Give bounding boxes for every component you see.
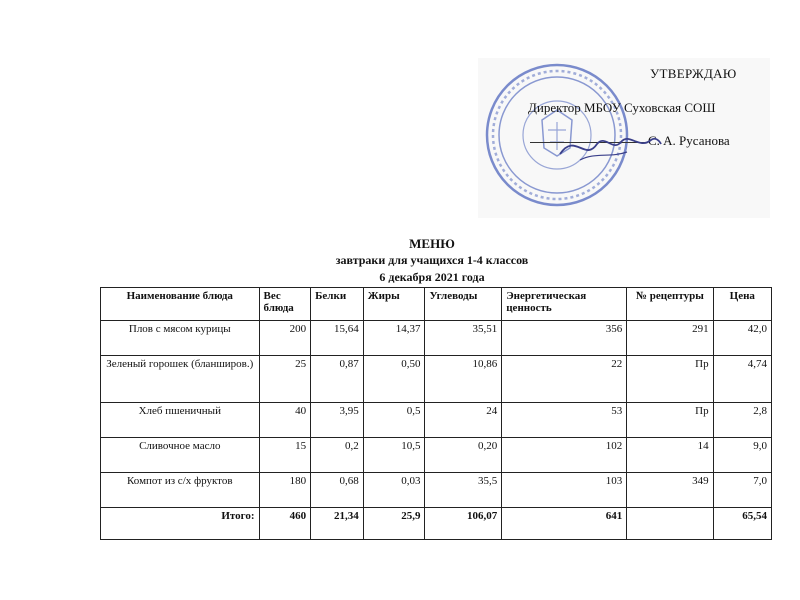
- total-proteins: 21,34: [311, 508, 364, 540]
- dish-name: Хлеб пшеничный: [101, 403, 260, 438]
- total-price: 65,54: [713, 508, 771, 540]
- dish-price: 2,8: [713, 403, 771, 438]
- dish-energy: 356: [502, 321, 627, 356]
- menu-heading: МЕНЮ: [409, 236, 455, 251]
- dish-fats: 10,5: [363, 438, 425, 473]
- dish-energy: 102: [502, 438, 627, 473]
- dish-energy: 22: [502, 356, 627, 403]
- dish-name: Сливочное масло: [101, 438, 260, 473]
- dish-recipe-number: 349: [627, 473, 713, 508]
- header-fats: Жиры: [363, 288, 425, 321]
- approve-label: УТВЕРЖДАЮ: [650, 66, 737, 81]
- total-fats: 25,9: [363, 508, 425, 540]
- handwritten-signature-icon: [555, 122, 665, 172]
- dish-weight: 40: [259, 403, 311, 438]
- menu-subtitle: завтраки для учащихся 1-4 классов: [335, 253, 529, 267]
- dish-weight: 15: [259, 438, 311, 473]
- dish-recipe-number: 291: [627, 321, 713, 356]
- dish-fats: 14,37: [363, 321, 425, 356]
- dish-carbs: 0,20: [425, 438, 502, 473]
- table-header-row: [101, 288, 772, 321]
- director-position: Директор МБОУ Суховская СОШ: [528, 100, 716, 115]
- header-price: Цена: [713, 288, 771, 321]
- table-row: [101, 438, 772, 473]
- dish-proteins: 0,87: [311, 356, 364, 403]
- dish-recipe-number: 14: [627, 438, 713, 473]
- dish-price: 42,0: [713, 321, 771, 356]
- dish-proteins: 15,64: [311, 321, 364, 356]
- header-energy: Энергетическая ценность: [502, 288, 627, 321]
- dish-price: 9,0: [713, 438, 771, 473]
- dish-fats: 0,5: [363, 403, 425, 438]
- dish-energy: 103: [502, 473, 627, 508]
- dish-carbs: 10,86: [425, 356, 502, 403]
- menu-table: [100, 287, 772, 540]
- dish-proteins: 0,2: [311, 438, 364, 473]
- dish-name: Компот из с/х фруктов: [101, 473, 260, 508]
- total-row: [101, 508, 772, 540]
- dish-weight: 180: [259, 473, 311, 508]
- total-recipe-number: [627, 508, 713, 540]
- menu-date: 6 декабря 2021 года: [379, 270, 485, 284]
- dish-weight: 25: [259, 356, 311, 403]
- total-label: Итого:: [101, 508, 260, 540]
- header-proteins: Белки: [311, 288, 364, 321]
- approval-block: [0, 0, 800, 230]
- dish-price: 7,0: [713, 473, 771, 508]
- dish-recipe-number: Пр: [627, 356, 713, 403]
- dish-carbs: 35,51: [425, 321, 502, 356]
- director-name: С. А. Русанова: [648, 133, 730, 148]
- header-recipe-number: № рецептуры: [627, 288, 713, 321]
- dish-fats: 0,50: [363, 356, 425, 403]
- total-energy: 641: [502, 508, 627, 540]
- dish-carbs: 35,5: [425, 473, 502, 508]
- header-carbs: Углеводы: [425, 288, 502, 321]
- total-carbs: 106,07: [425, 508, 502, 540]
- dish-fats: 0,03: [363, 473, 425, 508]
- dish-energy: 53: [502, 403, 627, 438]
- table-row: [101, 321, 772, 356]
- table-row: [101, 403, 772, 438]
- dish-price: 4,74: [713, 356, 771, 403]
- total-weight: 460: [259, 508, 311, 540]
- header-weight: Вес блюда: [259, 288, 311, 321]
- dish-weight: 200: [259, 321, 311, 356]
- dish-name: Плов с мясом курицы: [101, 321, 260, 356]
- header-dish-name: Наименование блюда: [101, 288, 260, 321]
- table-row: [101, 356, 772, 403]
- dish-carbs: 24: [425, 403, 502, 438]
- dish-proteins: 3,95: [311, 403, 364, 438]
- dish-proteins: 0,68: [311, 473, 364, 508]
- dish-name: Зеленый горошек (бланширов.): [101, 356, 260, 403]
- dish-recipe-number: Пр: [627, 403, 713, 438]
- table-row: [101, 473, 772, 508]
